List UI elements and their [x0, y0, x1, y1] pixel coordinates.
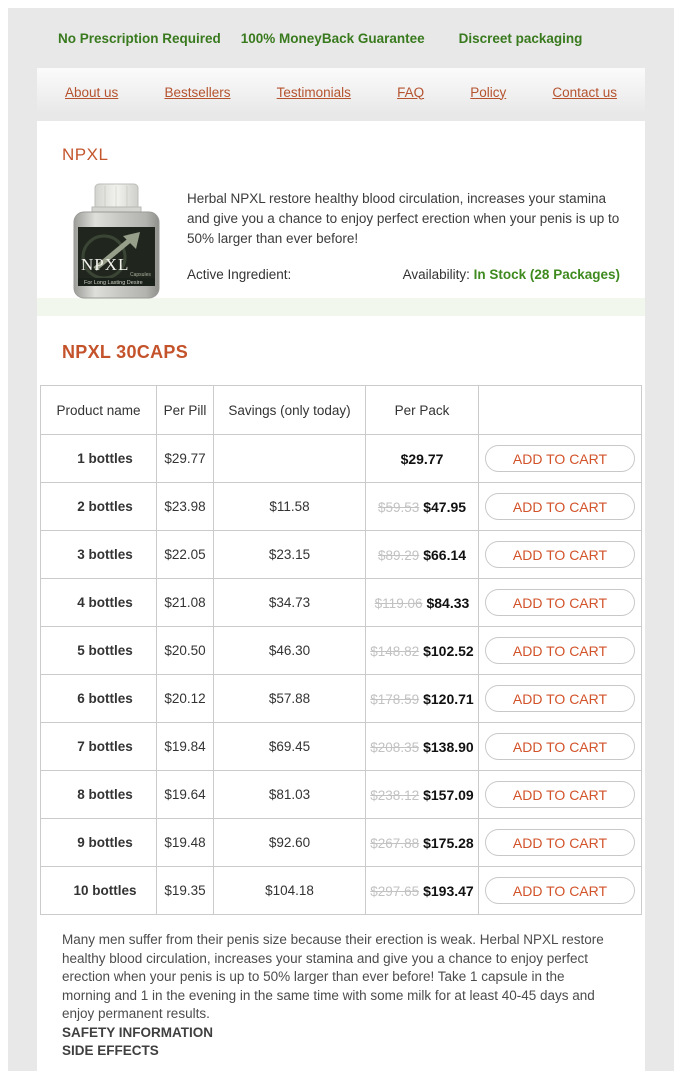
old-price: $59.53 — [377, 499, 420, 515]
product-name-cell: 8 bottles — [41, 771, 157, 819]
table-row — [41, 867, 642, 915]
old-price: $208.35 — [370, 739, 420, 755]
nav-link-testimonials[interactable]: Testimonials — [276, 84, 351, 100]
current-price: $29.77 — [400, 450, 444, 467]
current-price: $47.95 — [423, 498, 467, 515]
savings-cell: $104.18 — [214, 867, 366, 915]
benefit-no-prescription: No Prescription Required — [58, 30, 221, 46]
per-pill-cell: $19.35 — [157, 867, 214, 915]
current-price: $175.28 — [423, 834, 474, 851]
savings-cell: $11.58 — [214, 483, 366, 531]
product-name-cell: 9 bottles — [41, 819, 157, 867]
current-price: $138.90 — [423, 738, 474, 755]
add-to-cart-button[interactable]: ADD TO CART — [485, 445, 635, 472]
per-pack-cell — [366, 819, 479, 867]
pricing-title: NPXL 30CAPS — [62, 342, 189, 362]
product-name-cell: 4 bottles — [41, 579, 157, 627]
product-long-description — [37, 915, 637, 1061]
old-price: $238.12 — [370, 787, 420, 803]
table-row — [41, 483, 642, 531]
savings-cell: $57.88 — [214, 675, 366, 723]
per-pack-cell — [366, 675, 479, 723]
product-name-cell: 7 bottles — [41, 723, 157, 771]
nav-link-faq[interactable]: FAQ — [397, 84, 425, 100]
table-row — [41, 819, 642, 867]
nav-link-contact[interactable]: Contact us — [552, 84, 617, 100]
product-card — [37, 121, 645, 298]
bottle-brand-text: NPXL — [81, 255, 130, 274]
availability-value: In Stock (28 Packages) — [473, 267, 620, 282]
table-row — [41, 771, 642, 819]
nav-link-policy[interactable]: Policy — [470, 84, 507, 100]
table-row — [41, 723, 642, 771]
add-to-cart-button[interactable]: ADD TO CART — [485, 589, 635, 616]
add-to-cart-button[interactable]: ADD TO CART — [485, 733, 635, 760]
old-price: $297.65 — [370, 883, 420, 899]
table-row — [41, 627, 642, 675]
table-row — [41, 579, 642, 627]
column-header-savings: Savings (only today) — [214, 386, 366, 435]
pricing-table — [40, 385, 642, 915]
footer-paragraph: Many men suffer from their penis size because their erection is weak. Herbal NPXL restore healthy blood circulation, increases your stamina and give you a chance to enjoy perfect erection when your penis is up to 50% larger than ever before! Take 1 capsule in the morning and 1 in the evening in the same time with some milk for at least 40-45 days and enjoy permanent results. — [62, 932, 604, 1021]
savings-cell — [214, 435, 366, 483]
add-to-cart-button[interactable]: ADD TO CART — [485, 829, 635, 856]
column-header-per-pack: Per Pack — [366, 386, 479, 435]
product-name-cell: 2 bottles — [41, 483, 157, 531]
current-price: $102.52 — [423, 642, 474, 659]
add-to-cart-button[interactable]: ADD TO CART — [485, 637, 635, 664]
table-row — [41, 435, 642, 483]
safety-information-heading: SAFETY INFORMATION — [62, 1024, 213, 1040]
active-ingredient-label: Active Ingredient: — [187, 267, 292, 282]
per-pill-cell: $19.84 — [157, 723, 214, 771]
current-price: $120.71 — [423, 690, 474, 707]
per-pill-cell: $21.08 — [157, 579, 214, 627]
per-pack-cell — [366, 723, 479, 771]
side-effects-heading: SIDE EFFECTS — [62, 1043, 159, 1058]
per-pack-cell — [366, 531, 479, 579]
page-background — [8, 8, 674, 1071]
per-pack-cell — [366, 579, 479, 627]
nav-link-bestsellers[interactable]: Bestsellers — [164, 84, 231, 100]
per-pill-cell: $20.12 — [157, 675, 214, 723]
add-to-cart-button[interactable]: ADD TO CART — [485, 493, 635, 520]
current-price: $84.33 — [426, 594, 470, 611]
per-pack-cell — [366, 435, 479, 483]
benefits-bar — [8, 8, 674, 68]
product-title: NPXL — [62, 145, 109, 164]
current-price: $66.14 — [423, 546, 467, 563]
per-pill-cell: $23.98 — [157, 483, 214, 531]
per-pack-cell — [366, 627, 479, 675]
add-to-cart-button[interactable]: ADD TO CART — [485, 781, 635, 808]
savings-cell: $34.73 — [214, 579, 366, 627]
table-row — [41, 531, 642, 579]
nav-link-about[interactable]: About us — [65, 84, 119, 100]
per-pill-cell: $20.50 — [157, 627, 214, 675]
old-price: $89.29 — [377, 547, 420, 563]
current-price: $193.47 — [423, 882, 474, 899]
table-header-row — [41, 386, 642, 435]
column-header-actions — [479, 386, 642, 435]
pricing-card — [37, 316, 645, 1071]
per-pack-cell — [366, 867, 479, 915]
product-description: Herbal NPXL restore healthy blood circulation, increases your stamina and give you a chance to enjoy perfect erection when your penis is up to 50% larger than ever before! — [187, 191, 620, 246]
benefit-discreet: Discreet packaging — [458, 30, 583, 46]
availability-label: Availability: — [402, 267, 470, 282]
per-pill-cell: $19.48 — [157, 819, 214, 867]
old-price: $178.59 — [370, 691, 420, 707]
bottle-tagline-text: For Long Lasting Desire — [84, 280, 143, 286]
per-pack-cell — [366, 483, 479, 531]
per-pack-cell — [366, 771, 479, 819]
add-to-cart-button[interactable]: ADD TO CART — [485, 685, 635, 712]
savings-cell: $92.60 — [214, 819, 366, 867]
product-name-cell: 1 bottles — [41, 435, 157, 483]
main-nav — [37, 68, 645, 116]
savings-cell: $46.30 — [214, 627, 366, 675]
per-pill-cell: $29.77 — [157, 435, 214, 483]
old-price: $267.88 — [370, 835, 420, 851]
bottle-sub-text: Capsules — [130, 272, 151, 278]
table-row — [41, 675, 642, 723]
product-name-cell: 5 bottles — [41, 627, 157, 675]
per-pill-cell: $19.64 — [157, 771, 214, 819]
benefit-moneyback: 100% MoneyBack Guarantee — [240, 30, 425, 46]
product-name-cell: 10 bottles — [41, 867, 157, 915]
product-name-cell: 3 bottles — [41, 531, 157, 579]
savings-cell: $23.15 — [214, 531, 366, 579]
per-pill-cell: $22.05 — [157, 531, 214, 579]
savings-cell: $81.03 — [214, 771, 366, 819]
product-image — [68, 183, 165, 306]
current-price: $157.09 — [423, 786, 474, 803]
add-to-cart-button[interactable]: ADD TO CART — [485, 541, 635, 568]
savings-cell: $69.45 — [214, 723, 366, 771]
add-to-cart-button[interactable]: ADD TO CART — [485, 877, 635, 904]
product-name-cell: 6 bottles — [41, 675, 157, 723]
column-header-product-name: Product name — [41, 386, 157, 435]
column-header-per-pill: Per Pill — [157, 386, 214, 435]
old-price: $119.06 — [374, 595, 423, 611]
availability — [403, 267, 620, 282]
old-price: $148.82 — [370, 643, 420, 659]
